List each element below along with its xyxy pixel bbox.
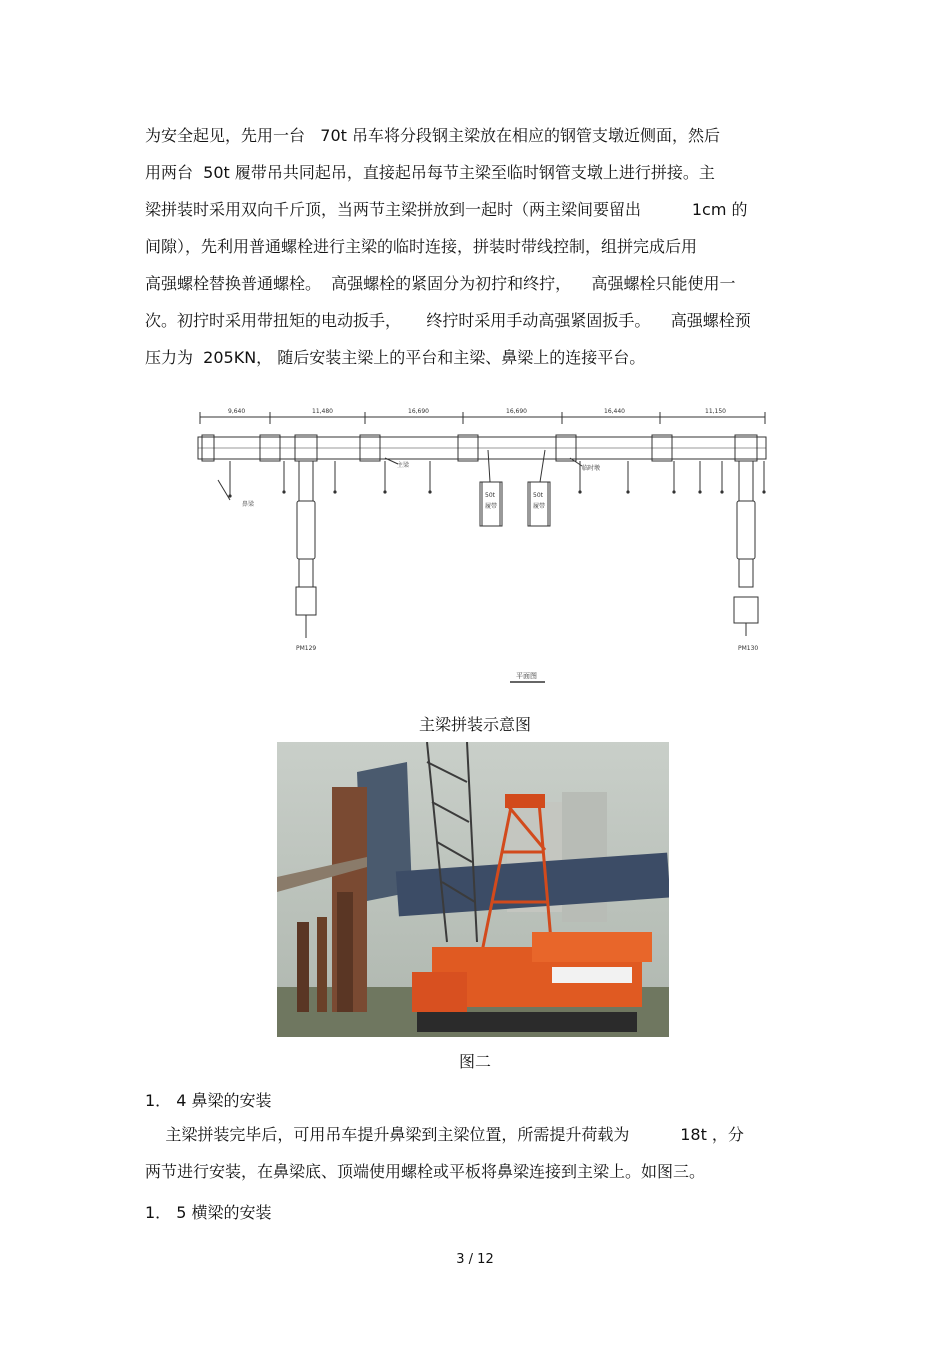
paragraph-line: 用两台 50t 履带吊共同起吊，直接起吊每节主梁至临时钢管支墩上进行拼接。主 [145,163,715,182]
dim-label: 16,690 [408,408,429,415]
paragraph-line: 主梁拼装完毕后，可用吊车提升鼻梁到主梁位置，所需提升荷载为 18t ，分 [145,1125,744,1144]
dim-label: 16,440 [604,408,625,415]
paragraph-line: 高强螺栓替换普通螺栓。 高强螺栓的紧固分为初拧和终拧， 高强螺栓只能使用一 [145,274,736,293]
paragraph-line: 两节进行安装，在鼻梁底、顶端使用螺栓或平板将鼻梁连接到主梁上。如图三。 [145,1162,706,1181]
pier-left-label: PM129 [296,645,317,652]
section-heading-1-5: 1． 5 横梁的安装 [145,1203,272,1222]
girder-assembly-diagram [190,400,780,695]
plan-title: 平面图 [516,672,537,680]
dim-label: 11,150 [705,408,726,415]
dim-label: 11,480 [312,408,333,415]
paragraph-line: 间隙），先利用普通螺栓进行主梁的临时连接，拼装时带线控制，组拼完成后用 [145,237,698,256]
nose-beam-label: 鼻梁 [242,501,255,508]
crane-label: 50t [485,492,495,499]
page-number: 3 / 12 [456,1252,494,1267]
crane-sub-label: 履带 [533,503,546,510]
paragraph-line: 次。初拧时采用带扭矩的电动扳手， 终拧时采用手动高强紧固扳手。 高强螺栓预 [145,311,751,330]
crane-sub-label: 履带 [485,503,498,510]
dim-label: 16,690 [506,408,527,415]
diagram-caption: 主梁拼装示意图 [418,715,531,734]
pier-right-label: PM130 [738,645,759,652]
paragraph-line: 压力为 205KN， 随后安装主梁上的平台和主梁、鼻梁上的连接平台。 [145,348,646,367]
photo-caption: 图二 [458,1052,491,1071]
paragraph-line: 为安全起见，先用一台 70t 吊车将分段钢主梁放在相应的钢管支墩近侧面，然后 [145,126,720,145]
paragraph-line: 梁拼装时采用双向千斤顶，当两节主梁拼放到一起时（两主梁间要留出 1cm 的 [145,200,748,219]
main-beam-label: 主梁 [397,462,410,469]
temp-pier-label: 临时墩 [582,465,601,472]
crane-label: 50t [533,492,543,499]
section-heading-1-4: 1． 4 鼻梁的安装 [145,1091,272,1110]
dim-label: 9,640 [228,408,246,415]
crane-photo [277,742,669,1037]
